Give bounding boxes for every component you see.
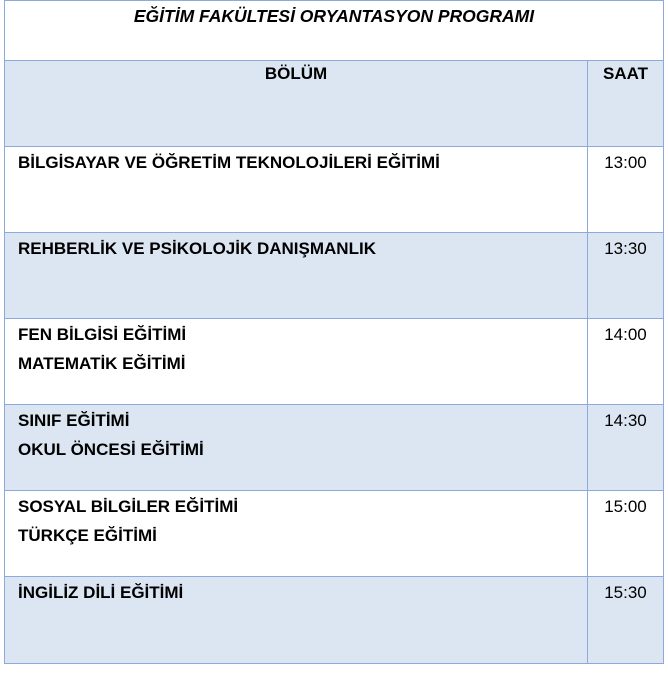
time-header: SAAT bbox=[602, 64, 648, 83]
department-cell bbox=[5, 319, 588, 405]
table-row bbox=[5, 147, 664, 233]
table-row bbox=[5, 491, 664, 577]
table-row bbox=[5, 319, 664, 405]
department-cell bbox=[5, 233, 588, 319]
session-time: 14:00 bbox=[604, 325, 647, 344]
department-name: MATEMATİK EĞİTİMİ bbox=[18, 354, 186, 373]
session-time: 13:30 bbox=[604, 239, 647, 258]
time-cell bbox=[588, 319, 664, 405]
page-title: EĞİTİM FAKÜLTESİ ORYANTASYON PROGRAMI bbox=[133, 6, 535, 26]
department-name: OKUL ÖNCESİ EĞİTİMİ bbox=[18, 440, 204, 459]
table-row bbox=[5, 577, 664, 664]
orientation-schedule-table bbox=[4, 0, 664, 664]
department-header-cell bbox=[5, 61, 588, 147]
department-name: BİLGİSAYAR VE ÖĞRETİM TEKNOLOJİLERİ EĞİTİMİ bbox=[18, 153, 440, 172]
table-row bbox=[5, 233, 664, 319]
department-name: REHBERLİK VE PSİKOLOJİK DANIŞMANLIK bbox=[18, 239, 376, 258]
time-header-cell bbox=[588, 61, 664, 147]
table-row bbox=[5, 405, 664, 491]
session-time: 15:00 bbox=[604, 497, 647, 516]
department-name: İNGİLİZ DİLİ EĞİTİMİ bbox=[18, 583, 184, 602]
time-cell bbox=[588, 147, 664, 233]
department-name: TÜRKÇE EĞİTİMİ bbox=[18, 526, 157, 545]
time-cell bbox=[588, 577, 664, 664]
session-time: 14:30 bbox=[604, 411, 647, 430]
department-header: BÖLÜM bbox=[264, 64, 328, 83]
department-name: SOSYAL BİLGİLER EĞİTİMİ bbox=[18, 497, 239, 516]
department-cell bbox=[5, 147, 588, 233]
department-cell bbox=[5, 577, 588, 664]
department-name: SINIF EĞİTİMİ bbox=[18, 411, 130, 430]
time-cell bbox=[588, 491, 664, 577]
title-cell bbox=[5, 1, 664, 61]
header-row bbox=[5, 61, 664, 147]
title-row bbox=[5, 1, 664, 61]
department-cell bbox=[5, 491, 588, 577]
time-cell bbox=[588, 233, 664, 319]
department-name: FEN BİLGİSİ EĞİTİMİ bbox=[18, 325, 187, 344]
time-cell bbox=[588, 405, 664, 491]
department-cell bbox=[5, 405, 588, 491]
session-time: 15:30 bbox=[604, 583, 647, 602]
session-time: 13:00 bbox=[604, 153, 647, 172]
